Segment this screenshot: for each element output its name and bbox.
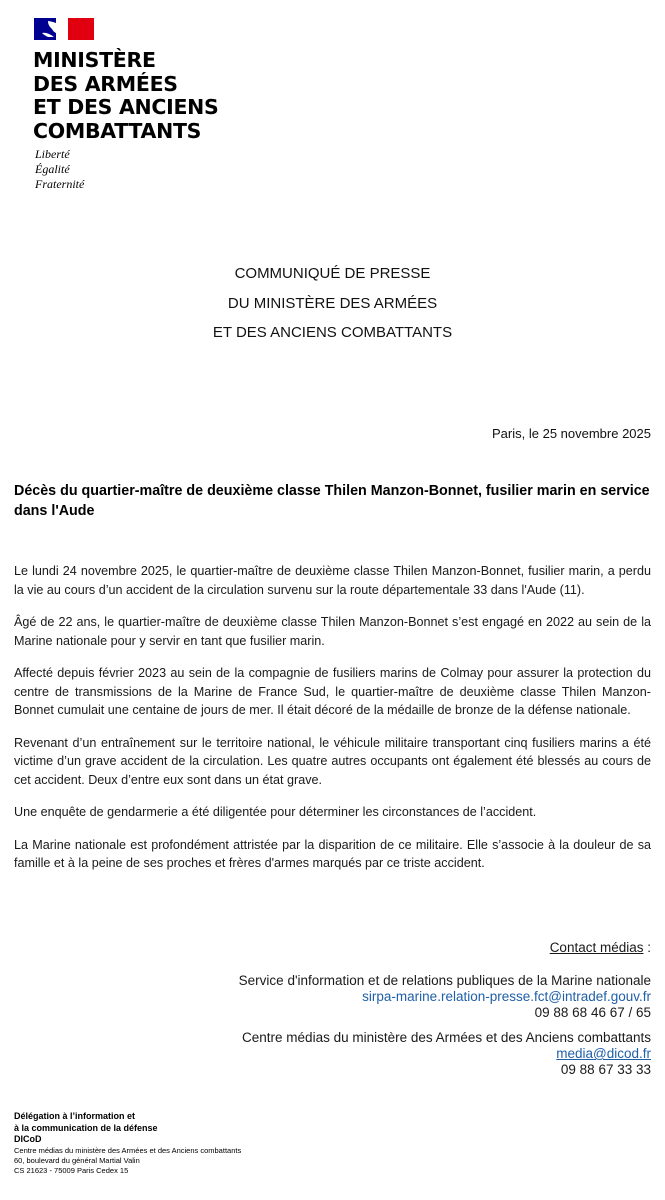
footer [14, 1111, 241, 1176]
contact-marine [239, 973, 651, 1021]
contact-ministry-phone: 09 88 67 33 33 [560, 1062, 651, 1077]
body-paragraph: Affecté depuis février 2023 au sein de la compagnie de fusiliers marins de Colmay pour assurer la protection du centre de transmissions de la Marine de France Sud, le quartier-maître de deuxième classe Thilen Manzon-Bonnet cumulait une centaine de jours de mer. Il était décoré de la médaille de bronze de la défense nationale. [14, 666, 651, 717]
body-paragraph: Une enquête de gendarmerie a été diligentée pour déterminer les circonstances de l’accident. [14, 805, 537, 819]
body-paragraph: Le lundi 24 novembre 2025, le quartier-maître de deuxième classe Thilen Manzon-Bonnet, fusilier marin, a perdu la vie au cours d’un accident de la circulation survenu sur la route départementale 33 dans l'Aude (11). [14, 564, 651, 597]
ministry-name [33, 49, 293, 143]
ministry-line: DES ARMÉES [33, 71, 178, 96]
ministry-line: MINISTÈRE [33, 48, 156, 72]
motto-line: Fraternité [35, 177, 85, 191]
republic-motto [35, 147, 84, 192]
ministry-line: COMBATTANTS [33, 118, 202, 143]
footer-line: DICoD [14, 1134, 42, 1144]
headline: Décès du quartier-maître de deuxième classe Thilen Manzon-Bonnet, fusilier marin en service dans l'Aude [14, 483, 650, 519]
press-title-line: COMMUNIQUÉ DE PRESSE [234, 265, 431, 282]
contact-marine-email[interactable]: sirpa-marine.relation-presse.fct@intradef.gouv.fr [362, 989, 651, 1004]
body-text [14, 562, 651, 887]
body-paragraph: La Marine nationale est profondément attristée par la disparition de ce militaire. Elle s’associe à la douleur de sa famille et à la peine de ses proches et frères d'armes marqués par ce triste accident. [14, 837, 651, 870]
motto-line: Égalité [35, 162, 70, 176]
press-release-title [0, 259, 665, 348]
marianne-logo [34, 18, 94, 40]
contact-marine-name: Service d'information et de relations publiques de la Marine nationale [238, 973, 651, 988]
ministry-line: ET DES ANCIENS [33, 95, 219, 119]
body-paragraph: Âgé de 22 ans, le quartier-maître de deuxième classe Thilen Manzon-Bonnet s’est engagé en 2022 au sein de la Marine nationale pour y servir en tant que fusilier marin. [14, 615, 651, 648]
motto-line: Liberté [35, 147, 70, 161]
contact-heading-suffix: : [643, 940, 651, 955]
footer-line: 60, boulevard du général Martial Valin [14, 1155, 140, 1165]
release-date: Paris, le 25 novembre 2025 [492, 426, 651, 441]
press-title-line: ET DES ANCIENS COMBATTANTS [212, 324, 453, 341]
footer-line: Centre médias du ministère des Armées et des Anciens combattants [14, 1145, 242, 1155]
flag-red-band [68, 18, 94, 40]
contact-ministry [242, 1030, 651, 1078]
footer-line: CS 21623 - 75009 Paris Cedex 15 [14, 1165, 129, 1175]
contact-heading [550, 940, 651, 955]
press-title-line: DU MINISTÈRE DES ARMÉES [227, 294, 438, 312]
contact-marine-phone: 09 88 68 46 67 / 65 [534, 1005, 651, 1020]
body-paragraph: Revenant d’un entraînement sur le territoire national, le véhicule militaire transportant cinq fusiliers marins a été victime d’un grave accident de la circulation. Les quatre autres occupants ont également été blessés au cours de cet accident. Deux d’entre eux sont dans un état grave. [14, 735, 651, 787]
contact-ministry-name: Centre médias du ministère des Armées et des Anciens combattants [242, 1030, 651, 1045]
footer-line: Délégation à l’information et [14, 1111, 136, 1121]
contact-heading-label: Contact médias [549, 940, 644, 955]
contact-ministry-email[interactable]: media@dicod.fr [556, 1046, 651, 1061]
footer-line: à la communication de la défense [14, 1122, 158, 1133]
